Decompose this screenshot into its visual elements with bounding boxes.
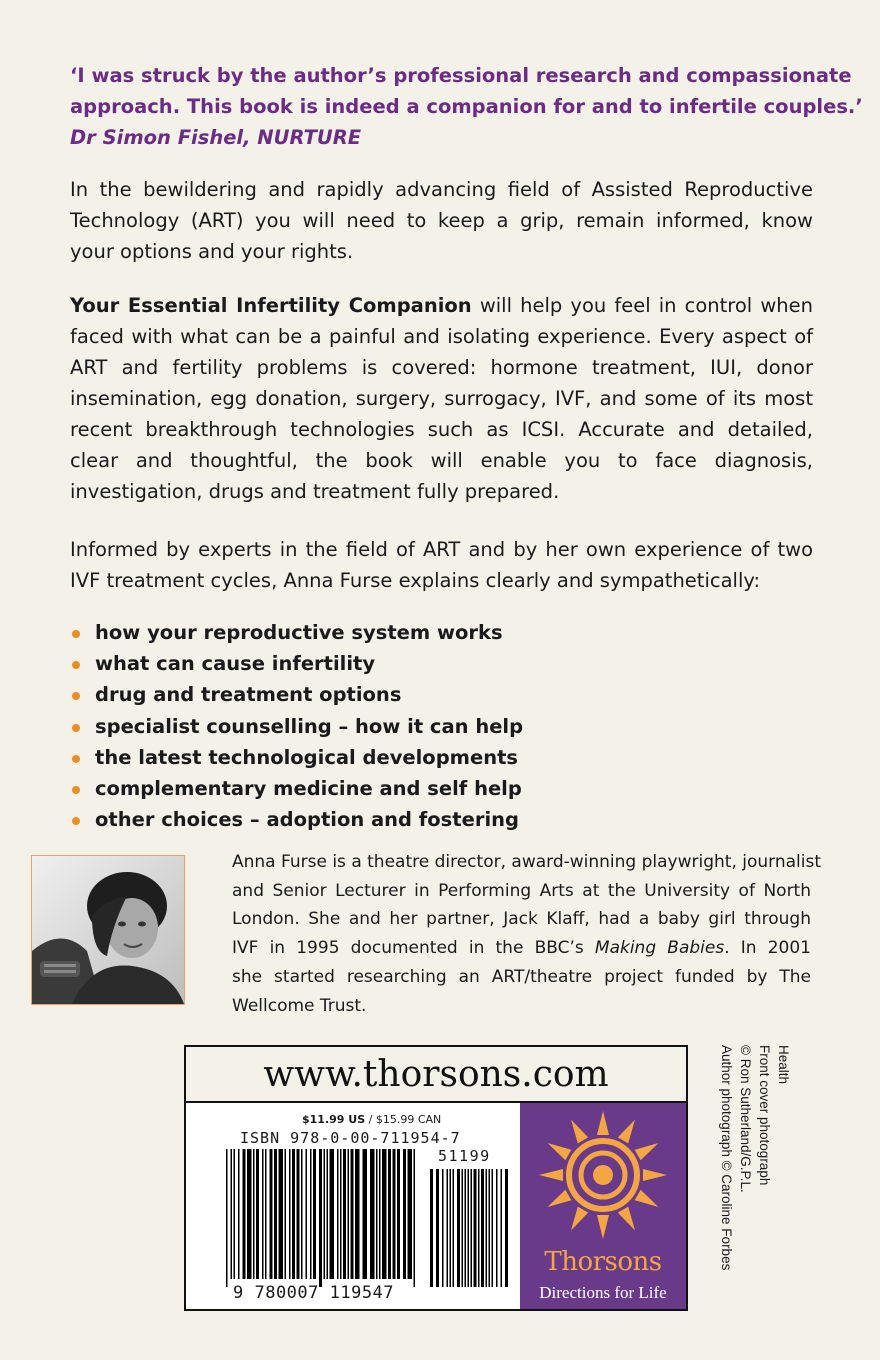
addon-bar bbox=[442, 1169, 444, 1287]
text-line bbox=[70, 290, 813, 321]
credit-line: © Ron Sutherland/G.P.L. bbox=[738, 1045, 753, 1193]
barcode-bar bbox=[414, 1149, 416, 1287]
sun-ray bbox=[545, 1190, 572, 1212]
book-title: Your Essential Infertility Companion bbox=[70, 294, 472, 317]
barcode-bar bbox=[351, 1149, 354, 1279]
barcode-bar bbox=[343, 1149, 346, 1279]
addon-bar bbox=[492, 1169, 494, 1287]
barcode-bar bbox=[330, 1149, 335, 1279]
addon-bar bbox=[465, 1169, 467, 1287]
bullet-icon bbox=[72, 786, 80, 794]
barcode-bar bbox=[270, 1149, 273, 1279]
publisher-name: Thorsons bbox=[544, 1247, 662, 1277]
bullet-icon bbox=[72, 661, 80, 669]
text-fragment: . In 2001 bbox=[724, 938, 811, 959]
sun-ray bbox=[635, 1138, 662, 1160]
barcode-bar bbox=[327, 1149, 329, 1279]
barcode-bar bbox=[363, 1149, 368, 1279]
barcode-bar bbox=[393, 1149, 396, 1279]
barcode-bar bbox=[397, 1149, 400, 1279]
list-item bbox=[70, 679, 523, 710]
photo-credits bbox=[703, 1045, 793, 1271]
text-line: Wellcome Trust. bbox=[232, 995, 367, 1016]
barcode-panel bbox=[184, 1045, 688, 1311]
barcode-bar bbox=[348, 1149, 350, 1279]
review-quote bbox=[70, 60, 863, 153]
text-line: insemination, egg donation, surgery, surrogacy, IVF, and some of its most bbox=[70, 387, 813, 410]
barcode-bar bbox=[279, 1149, 284, 1279]
barcode-bar bbox=[274, 1149, 277, 1279]
isbn-label: ISBN 978-0-00-711954-7 bbox=[240, 1129, 461, 1147]
barcode-bar bbox=[376, 1149, 378, 1279]
list-item-label: the latest technological developments bbox=[95, 745, 519, 769]
text-line: she started researching an ART/theatre project funded by The bbox=[232, 966, 811, 987]
bullet-icon bbox=[72, 724, 80, 732]
credits-text bbox=[717, 1045, 793, 1270]
addon-bar bbox=[447, 1169, 449, 1287]
sun-ray bbox=[545, 1138, 572, 1160]
barcode-bar bbox=[297, 1149, 300, 1279]
quote-attribution: Dr Simon Fishel, NURTURE bbox=[70, 126, 362, 149]
sun-logo-icon bbox=[520, 1103, 686, 1243]
sun-ray bbox=[566, 1207, 588, 1234]
ean-number: 9 780007 119547 bbox=[233, 1283, 395, 1303]
text-line: IVF treatment cycles, Anna Furse explains clearly and sympathetically: bbox=[70, 569, 761, 592]
list-item bbox=[70, 711, 523, 742]
list-item bbox=[70, 617, 523, 648]
addon-bar bbox=[430, 1169, 433, 1287]
description-paragraph bbox=[70, 290, 813, 507]
topics-list bbox=[70, 617, 523, 835]
credit-line: Front cover photograph bbox=[757, 1045, 772, 1186]
barcode-bar bbox=[324, 1149, 326, 1279]
sun-ray bbox=[635, 1190, 662, 1212]
sun-ray bbox=[643, 1169, 667, 1181]
barcode-area bbox=[186, 1103, 520, 1309]
barcode-bar bbox=[256, 1149, 259, 1279]
list-item-label: what can cause infertility bbox=[95, 652, 376, 676]
barcode-bar bbox=[403, 1149, 406, 1279]
list-item-label: specialist counselling – how it can help bbox=[95, 714, 524, 738]
addon-bar bbox=[471, 1169, 473, 1287]
price-us: $11.99 US bbox=[302, 1113, 366, 1126]
text-line bbox=[232, 934, 811, 963]
sun-ray bbox=[618, 1117, 640, 1144]
addon-bar bbox=[496, 1169, 498, 1287]
bullet-icon bbox=[72, 755, 80, 763]
text-line: faced with what can be a painful and isolating experience. Every aspect of bbox=[70, 325, 813, 348]
barcode-bar bbox=[313, 1149, 316, 1279]
sun-ray bbox=[566, 1117, 588, 1144]
barcode-bar bbox=[306, 1149, 308, 1279]
list-item-label: other choices – adoption and fostering bbox=[95, 808, 519, 832]
intro-paragraph bbox=[70, 174, 813, 267]
author-bio bbox=[232, 848, 822, 1020]
barcode-bar bbox=[265, 1149, 267, 1279]
addon-bar bbox=[505, 1169, 508, 1287]
text-line: investigation, drugs and treatment fully prepared. bbox=[70, 480, 560, 503]
list-item bbox=[70, 648, 523, 679]
barcode-bar bbox=[408, 1149, 413, 1279]
list-item bbox=[70, 804, 523, 835]
barcode-bar bbox=[285, 1149, 287, 1279]
sun-ray bbox=[618, 1207, 640, 1234]
publisher-url: www.thorsons.com bbox=[186, 1047, 686, 1103]
barcode-bar bbox=[231, 1149, 233, 1279]
barcode-bar bbox=[370, 1149, 375, 1279]
credit-line: Author photograph © Caroline Forbes bbox=[719, 1045, 734, 1271]
quote-line: approach. This book is indeed a companion for and to infertile couples.’ bbox=[70, 95, 863, 118]
text-line: Technology (ART) you will need to keep a grip, remain informed, know bbox=[70, 209, 813, 232]
programme-title: Making Babies bbox=[594, 938, 725, 959]
text-line: London. She and her partner, Jack Klaff, had a baby girl through bbox=[232, 909, 811, 930]
addon-bar bbox=[462, 1169, 464, 1287]
sun-ray bbox=[597, 1215, 609, 1239]
addon-bar bbox=[486, 1169, 488, 1287]
quote-line: ‘I was struck by the author’s professional research and compassionate bbox=[70, 64, 852, 87]
text-fragment: will help you feel in control when bbox=[471, 294, 813, 317]
text-line: Informed by experts in the field of ART and by her own experience of two bbox=[70, 538, 813, 561]
barcode-bar bbox=[262, 1149, 264, 1279]
text-line: ART and fertility problems is covered: hormone treatment, IUI, donor bbox=[70, 356, 813, 379]
list-item bbox=[70, 742, 523, 773]
list-item-label: complementary medicine and self help bbox=[95, 777, 522, 801]
addon-bar bbox=[436, 1169, 439, 1287]
barcode-bar bbox=[292, 1149, 295, 1279]
barcode-bar bbox=[301, 1149, 303, 1279]
bullet-icon bbox=[72, 817, 80, 825]
addon-bar bbox=[501, 1169, 503, 1287]
addon-bar bbox=[468, 1169, 470, 1287]
addon-bar bbox=[450, 1169, 452, 1287]
bullet-icon bbox=[72, 630, 80, 638]
barcode-bar bbox=[226, 1149, 228, 1287]
list-item-label: how your reproductive system works bbox=[95, 621, 503, 644]
addon-number: 51199 bbox=[438, 1147, 491, 1165]
addon-bar bbox=[478, 1169, 480, 1287]
addon-bar bbox=[489, 1169, 491, 1287]
credit-line: Health bbox=[776, 1045, 791, 1085]
publisher-logo bbox=[520, 1103, 686, 1309]
price-can: / $15.99 CAN bbox=[365, 1113, 442, 1126]
author-portrait-icon bbox=[32, 856, 184, 1004]
text-line: and Senior Lecturer in Performing Arts at the University of North bbox=[232, 880, 811, 901]
addon-bar bbox=[453, 1169, 455, 1287]
informed-paragraph bbox=[70, 534, 813, 596]
barcode-icon bbox=[186, 1103, 520, 1309]
barcode-bar bbox=[319, 1149, 322, 1287]
addon-bar bbox=[457, 1169, 460, 1287]
bullet-icon bbox=[72, 692, 80, 700]
addon-bar bbox=[474, 1169, 477, 1287]
text-line: In the bewildering and rapidly advancing field of Assisted Reproductive bbox=[70, 178, 813, 201]
barcode-bar bbox=[382, 1149, 387, 1279]
sun-ray bbox=[539, 1169, 563, 1181]
barcode-bar bbox=[243, 1149, 246, 1279]
sun-ray bbox=[597, 1111, 609, 1135]
barcode-bar bbox=[355, 1149, 360, 1279]
text-line: recent breakthrough technologies such as ICSI. Accurate and detailed, bbox=[70, 418, 813, 441]
text-line: Anna Furse is a theatre director, award-winning playwright, journalist bbox=[232, 852, 822, 872]
barcode-bar bbox=[340, 1149, 342, 1279]
barcode-bar bbox=[379, 1149, 381, 1279]
barcode-bar bbox=[388, 1149, 391, 1279]
barcode-bar bbox=[234, 1149, 236, 1279]
text-fragment: IVF in 1995 documented in the BBC’s bbox=[232, 938, 595, 959]
list-item bbox=[70, 773, 523, 804]
author-photo bbox=[31, 855, 185, 1005]
addon-bar bbox=[481, 1169, 484, 1287]
barcode-bar bbox=[337, 1149, 339, 1279]
barcode-bar bbox=[238, 1149, 240, 1279]
barcode-bar bbox=[289, 1149, 291, 1279]
barcode-bar bbox=[310, 1149, 312, 1279]
text-line: your options and your rights. bbox=[70, 240, 354, 263]
list-item-label: drug and treatment options bbox=[95, 683, 402, 707]
text-line: clear and thoughtful, the book will enable you to face diagnosis, bbox=[70, 449, 813, 472]
publisher-tagline: Directions for Life bbox=[539, 1283, 667, 1302]
barcode-bar bbox=[247, 1149, 252, 1279]
barcode-bar bbox=[253, 1149, 255, 1279]
